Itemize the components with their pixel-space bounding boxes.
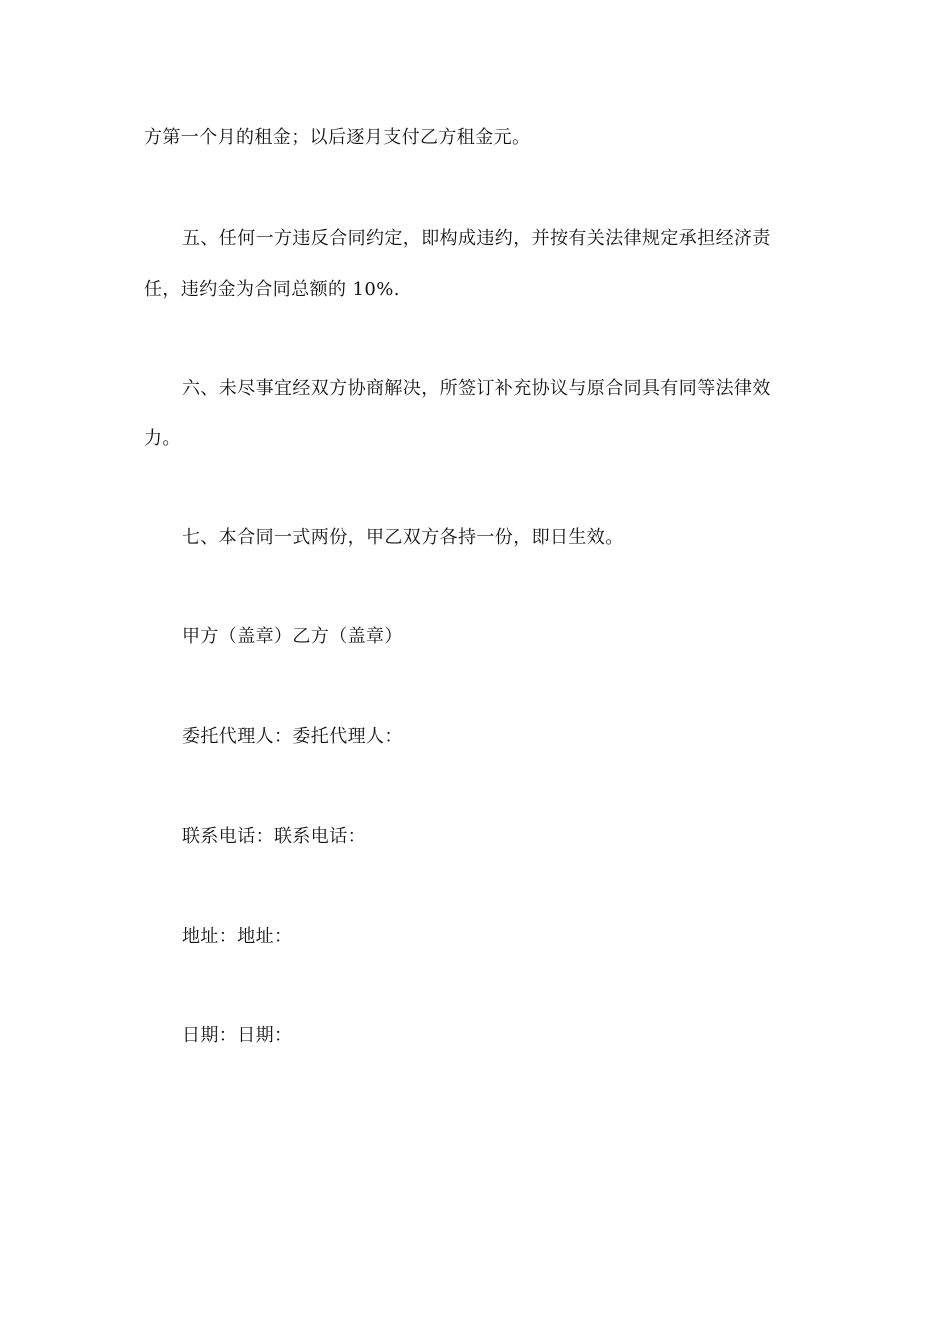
clause-6-line-2: 力。 [144,428,181,449]
clause-6-line-1: 六、未尽事宜经双方协商解决，所签订补充协议与原合同具有同等法律效 [182,378,771,399]
clause-5-line-1: 五、任何一方违反合同约定，即构成违约，并按有关法律规定承担经济责 [182,228,771,249]
rent-payment-continuation: 方第一个月的租金；以后逐月支付乙方租金元。 [144,127,531,148]
address-line: 地址：地址： [182,926,293,947]
seal-line: 甲方（盖章）乙方（盖章） [182,626,403,647]
phone-line: 联系电话：联系电话： [182,826,366,847]
clause-7: 七、本合同一式两份，甲乙双方各持一份，即日生效。 [182,527,624,548]
agent-line: 委托代理人：委托代理人： [182,726,403,747]
date-line: 日期：日期： [182,1025,293,1046]
clause-5-line-2: 任，违约金为合同总额的 10%. [144,279,400,300]
